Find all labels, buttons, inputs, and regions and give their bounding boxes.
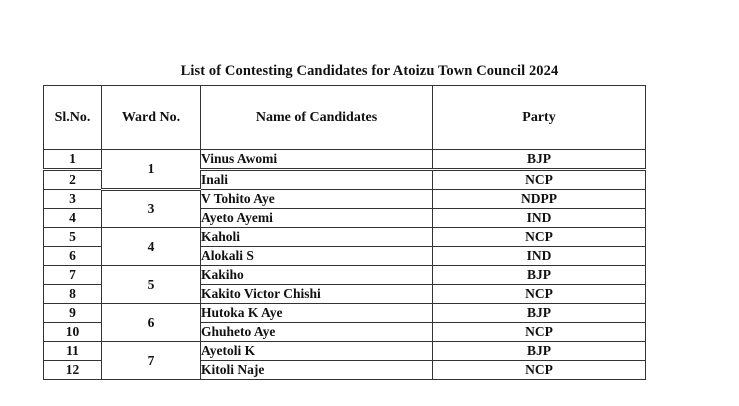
- cell-party: NCP: [433, 361, 646, 380]
- header-ward-no: Ward No.: [102, 86, 201, 150]
- cell-candidate-name: Kitoli Naje: [201, 361, 433, 380]
- cell-candidate-name: V Tohito Aye: [201, 190, 433, 209]
- document-title: List of Contesting Candidates for Atoizu Town Council 2024: [180, 63, 559, 79]
- cell-sl-no: 4: [44, 209, 102, 228]
- cell-sl-no: 7: [44, 266, 102, 285]
- cell-candidate-name: Kakito Victor Chishi: [201, 285, 433, 304]
- cell-ward-no: 5: [102, 266, 201, 304]
- header-party: Party: [433, 86, 646, 150]
- cell-candidate-name: Kaholi: [201, 228, 433, 247]
- cell-candidate-name: Vinus Awomi: [201, 150, 433, 170]
- table-row: [44, 266, 646, 285]
- cell-ward-no: 4: [102, 228, 201, 266]
- cell-sl-no: 9: [44, 304, 102, 323]
- cell-ward-no: 3: [102, 190, 201, 228]
- cell-sl-no: 1: [44, 150, 102, 170]
- table-header-row: [44, 86, 646, 150]
- header-name-of-candidates: Name of Candidates: [201, 86, 433, 150]
- table-row: [44, 304, 646, 323]
- cell-candidate-name: Inali: [201, 170, 433, 190]
- cell-candidate-name: Ayeto Ayemi: [201, 209, 433, 228]
- table-row: [44, 150, 646, 170]
- cell-candidate-name: Kakiho: [201, 266, 433, 285]
- cell-sl-no: 10: [44, 323, 102, 342]
- cell-party: BJP: [433, 342, 646, 361]
- cell-sl-no: 11: [44, 342, 102, 361]
- cell-party: IND: [433, 209, 646, 228]
- cell-ward-no: 6: [102, 304, 201, 342]
- header-sl-no: Sl.No.: [44, 86, 102, 150]
- cell-party: NCP: [433, 285, 646, 304]
- cell-sl-no: 3: [44, 190, 102, 209]
- cell-sl-no: 5: [44, 228, 102, 247]
- cell-party: NDPP: [433, 190, 646, 209]
- table-row: [44, 342, 646, 361]
- cell-party: NCP: [433, 323, 646, 342]
- cell-party: IND: [433, 247, 646, 266]
- cell-party: BJP: [433, 304, 646, 323]
- cell-party: BJP: [433, 266, 646, 285]
- cell-sl-no: 12: [44, 361, 102, 380]
- cell-ward-no: 1: [102, 150, 201, 190]
- candidates-table: [43, 85, 646, 380]
- cell-candidate-name: Ghuheto Aye: [201, 323, 433, 342]
- cell-sl-no: 6: [44, 247, 102, 266]
- cell-sl-no: 8: [44, 285, 102, 304]
- cell-candidate-name: Ayetoli K: [201, 342, 433, 361]
- table-row: [44, 228, 646, 247]
- cell-sl-no: 2: [44, 170, 102, 190]
- cell-candidate-name: Alokali S: [201, 247, 433, 266]
- table-row: [44, 190, 646, 209]
- cell-party: NCP: [433, 170, 646, 190]
- cell-ward-no: 7: [102, 342, 201, 380]
- cell-party: BJP: [433, 150, 646, 170]
- cell-party: NCP: [433, 228, 646, 247]
- cell-candidate-name: Hutoka K Aye: [201, 304, 433, 323]
